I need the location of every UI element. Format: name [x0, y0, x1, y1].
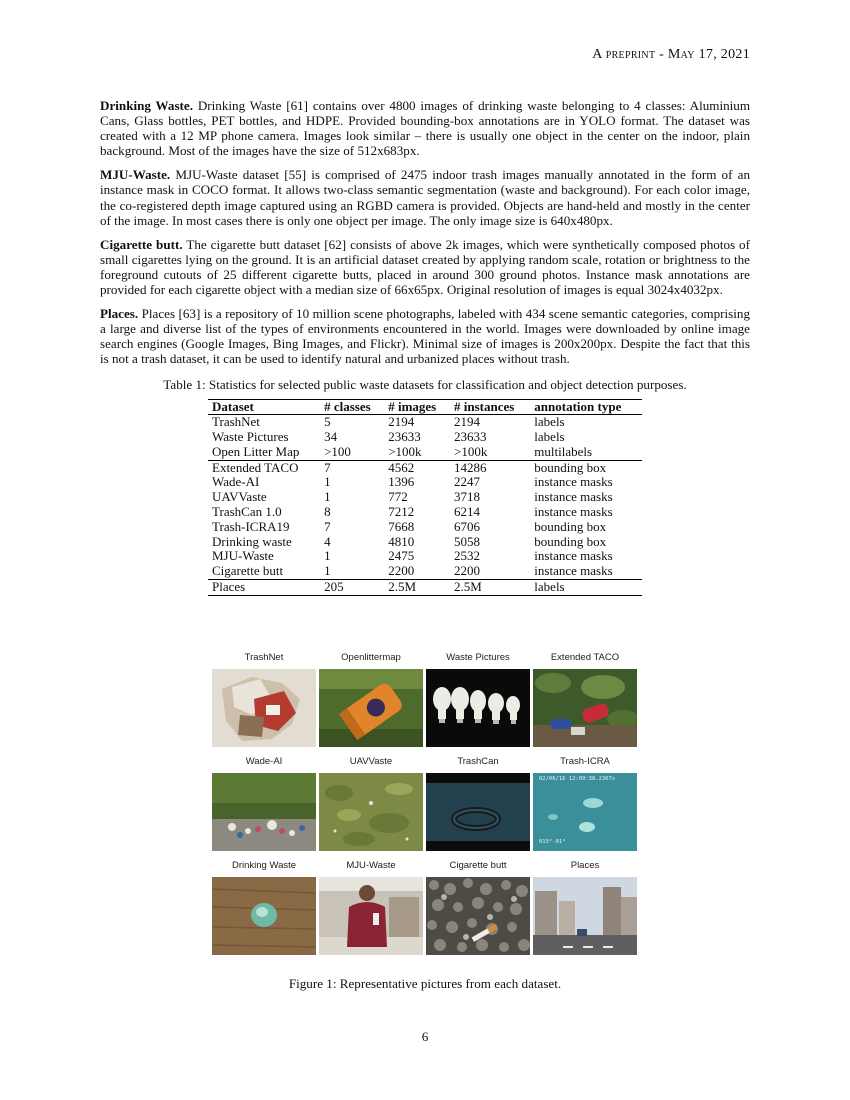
table-cell: Wade-AI	[212, 474, 260, 490]
table-cell: UAVVaste	[212, 489, 267, 505]
openlittermap-image	[319, 669, 423, 747]
table-cell: Cigarette butt	[212, 563, 284, 579]
icra-heading: 015°-01°	[539, 839, 566, 845]
table-row	[208, 430, 642, 445]
table-cell: 5	[324, 414, 331, 430]
uavvaste-image	[319, 773, 423, 851]
table-cell: instance masks	[534, 489, 613, 505]
paragraph-cigarette-butt	[100, 237, 750, 297]
figure-label: Places	[570, 860, 600, 871]
table-cell: Open Litter Map	[212, 443, 300, 459]
table-cell: 23633	[454, 429, 487, 445]
figure-cell-waste-pictures	[426, 652, 530, 747]
table-cell: 2200	[388, 563, 415, 579]
figure-cell-openlittermap	[319, 652, 423, 747]
table-cell: 2475	[388, 548, 415, 564]
table-cell: labels	[534, 429, 565, 445]
col-header: # images	[384, 399, 450, 415]
table-cell: bounding box	[530, 460, 642, 475]
table-cell: labels	[530, 580, 642, 596]
figure-cell-mju-waste	[319, 860, 423, 955]
table-row	[208, 415, 642, 430]
table-cell: 34	[324, 429, 338, 445]
table-cell: 2532	[454, 548, 481, 564]
figure-cell-extended-taco	[533, 652, 637, 747]
table-cell: Waste Pictures	[212, 429, 289, 445]
drinking-waste-image	[212, 877, 316, 955]
figure-cell-trash-icra	[533, 756, 637, 851]
header-date: May 17, 2021	[667, 47, 750, 62]
icra-timestamp: 02/06/16 12:09:38.2367s	[539, 776, 616, 782]
table-cell: 1	[324, 474, 331, 490]
table-cell: 2200	[454, 563, 481, 579]
table-cell: instance masks	[534, 504, 613, 520]
figure-label: Trash-ICRA	[560, 756, 610, 767]
table-cell: 2247	[454, 474, 481, 490]
table-row	[208, 490, 642, 505]
running-header: A preprint - May 17, 2021	[592, 47, 750, 62]
figure-label: Cigarette butt	[449, 860, 507, 871]
header-label: A preprint	[592, 47, 656, 62]
table-caption: Table 1: Statistics for selected public waste datasets for classification and object detection purposes.	[163, 376, 687, 392]
figure-cell-uavvaste	[319, 756, 423, 851]
waste-pictures-image	[426, 669, 530, 747]
figure-cell-trashnet	[212, 652, 316, 747]
table-cell: >100	[324, 443, 351, 459]
paragraph-text: Drinking Waste [61] contains over 4800 images of drinking waste belonging to 4 classes: Aluminium Cans, Glass bottles, PET bottles, and HDPE. Provided bounding-box annotations are in YOLO format. The dataset was created with a 12 MP phone camera. Images look similar – there is usually one object in the center on the indoor, plain background. Most of the images have the size of 512x683px.	[100, 98, 751, 159]
table-row	[208, 549, 642, 564]
table-cell: 1	[324, 548, 331, 564]
table-cell: >100k	[388, 443, 422, 459]
figure-label: Wade-AI	[245, 756, 283, 767]
table-row	[208, 475, 642, 490]
page-content	[100, 98, 750, 596]
figure-grid	[212, 652, 638, 952]
figure-label: UAVVaste	[349, 756, 393, 767]
table-cell: TrashNet	[212, 414, 260, 430]
table-cell: 2.5M	[384, 580, 450, 596]
table-cell: labels	[534, 414, 565, 430]
table-cell: 7	[320, 460, 384, 475]
table-cell: Extended TACO	[208, 460, 320, 475]
figure-label: TrashNet	[244, 652, 284, 663]
table-cell: 7668	[388, 518, 415, 534]
table-cell: 23633	[388, 429, 421, 445]
figure-label: MJU-Waste	[346, 860, 396, 871]
trash-icra-image	[533, 773, 637, 851]
places-image	[533, 877, 637, 955]
table-cell: 3718	[454, 489, 481, 505]
table-cell: 5058	[454, 533, 481, 549]
page-number: 6	[421, 1029, 429, 1044]
table-cell: Drinking waste	[212, 533, 292, 549]
figure-label: Openlittermap	[341, 652, 401, 663]
table-body	[208, 415, 642, 596]
table-cell: 4562	[384, 460, 450, 475]
figure-cell-places	[533, 860, 637, 955]
paragraph-places	[100, 306, 750, 366]
table-row	[208, 505, 642, 520]
table-cell: 1	[324, 563, 331, 579]
table-cell: bounding box	[534, 533, 607, 549]
paragraph-drinking-waste	[100, 98, 750, 158]
table-cell: 7	[324, 518, 331, 534]
table-row	[208, 520, 642, 535]
col-header: Dataset	[208, 399, 320, 415]
mju-waste-image	[319, 877, 423, 955]
wade-ai-image	[212, 773, 316, 851]
extended-taco-image	[533, 669, 637, 747]
table-cell: 772	[388, 489, 408, 505]
figure-cell-drinking-waste	[212, 860, 316, 955]
table-cell: Trash-ICRA19	[212, 518, 290, 534]
paragraph-title: MJU-Waste.	[100, 167, 171, 183]
table-cell: bounding box	[534, 518, 607, 534]
col-header: annotation type	[530, 399, 642, 415]
paragraph-text: MJU-Waste dataset [55] is comprised of 2475 indoor trash images manually annotated in the form of an instance mask in COCO format. It allows two-class semantic segmentation (waste and background). For each color image, the co-registered depth image captured using an RGBD camera is provided. Objects are hand-held and mostly in the center of the image. In most cases there is only one object per image. The only image size is 640x480px.	[100, 167, 750, 228]
table-cell: 14286	[450, 460, 530, 475]
table-row	[208, 460, 642, 475]
table-cell: 2.5M	[450, 580, 530, 596]
table-cell: 2194	[454, 414, 481, 430]
table-row	[208, 535, 642, 550]
paragraph-title: Cigarette butt.	[100, 236, 183, 252]
table-cell: instance masks	[534, 563, 613, 579]
table-cell: multilabels	[534, 443, 593, 459]
figure-cell-wade-ai	[212, 756, 316, 851]
table-cell: TrashCan 1.0	[212, 504, 282, 520]
cigarette-butt-image	[426, 877, 530, 955]
paragraph-mju-waste	[100, 167, 750, 227]
figure-cell-cigarette-butt	[426, 860, 530, 955]
table-cell: 6214	[454, 504, 481, 520]
figure-cell-trashcan	[426, 756, 530, 851]
figure-label: Waste Pictures	[446, 652, 510, 663]
figure-caption: Figure 1: Representative pictures from each dataset.	[288, 976, 562, 991]
paragraph-title: Places.	[100, 306, 139, 322]
trashnet-image	[212, 669, 316, 747]
table-row	[208, 580, 642, 596]
table-cell: 205	[320, 580, 384, 596]
table-cell: 1396	[388, 474, 415, 490]
paragraph-title: Drinking Waste.	[100, 98, 193, 113]
table-cell: 2194	[388, 414, 415, 430]
table-cell: 1	[324, 489, 331, 505]
table-cell: instance masks	[534, 548, 613, 564]
table-cell: 4	[324, 533, 331, 549]
datasets-table	[208, 399, 642, 596]
table-cell: MJU-Waste	[212, 548, 274, 564]
table-cell: 8	[324, 504, 331, 520]
table-cell: Places	[208, 580, 320, 596]
table-cell: 7212	[388, 504, 415, 520]
paragraph-text: Places [63] is a repository of 10 million scene photographs, labeled with 434 scene semantic categories, comprising a large and diverse list of the types of environments encountered in the world. Images were downloaded by online image search engines (Google Images, Bing Images, and Flickr). Minimal size of images is 200x200px. Despite the fact that this is not a trash dataset, it can be used to identify natural and urbanized places without trash.	[100, 306, 750, 367]
figure-label: TrashCan	[457, 756, 499, 767]
figure-label: Extended TACO	[550, 652, 620, 663]
col-header: # instances	[450, 399, 530, 415]
paragraph-text: The cigarette butt dataset [62] consists of above 2k images, which were synthetically composed photos of small cigarettes lying on the ground. It is an artificial dataset created by applying random scale, rotation or brightness to the foreground cutouts of 25 different cigarette butts, placed in around 300 ground photos. Instance mask annotations are provided for each cigarette object with a median size of 66x65px. Original resolution of images is equal 3024x4032px.	[100, 236, 750, 298]
table-header-row	[208, 399, 642, 415]
table-row	[208, 564, 642, 579]
table-cell: 4810	[388, 533, 415, 549]
figure-label: Drinking Waste	[231, 860, 297, 871]
trashcan-image	[426, 773, 530, 851]
table-cell: >100k	[454, 443, 488, 459]
table-cell: 6706	[454, 518, 481, 534]
col-header: # classes	[320, 399, 384, 415]
table-row	[208, 445, 642, 460]
table-cell: instance masks	[534, 474, 613, 490]
